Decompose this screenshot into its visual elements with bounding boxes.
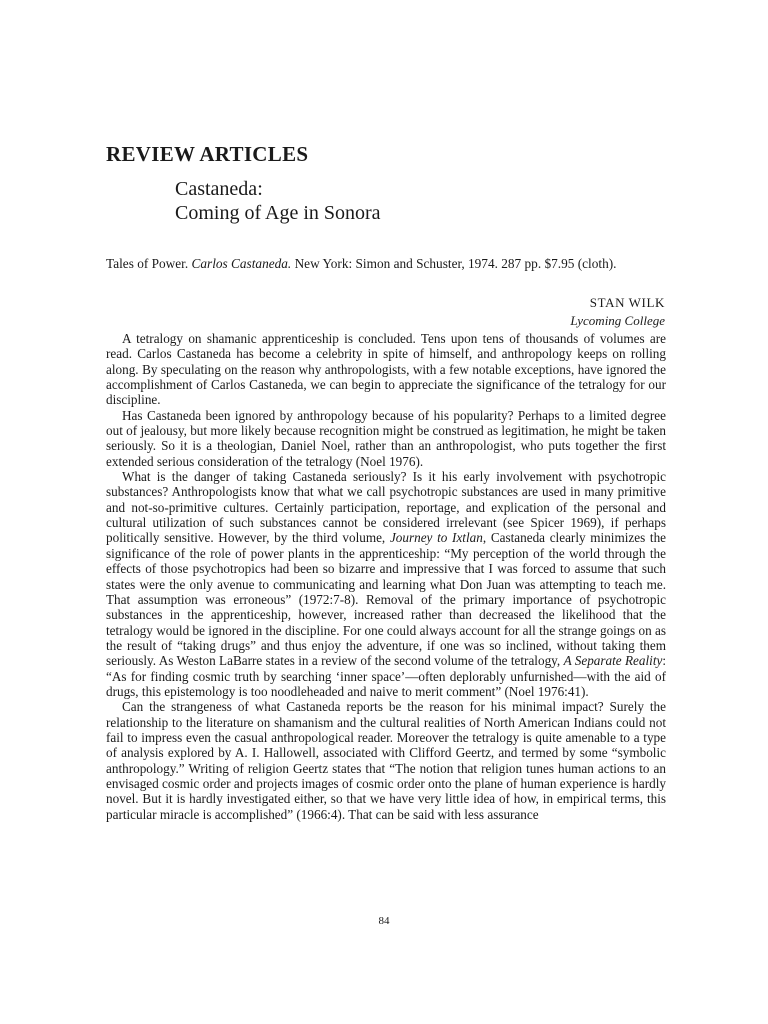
section-heading: REVIEW ARTICLES xyxy=(106,142,309,166)
paragraph-3 xyxy=(106,469,666,699)
paragraph-4: Can the strangeness of what Castaneda reports be the reason for his minimal impact? Surely the relationship to the literature on shamanism and the cultural realities of North American Indians could not fail to impress even the casual anthropological reader. Moreover the tetralogy is quite amenable to a type of analysis explored by A. I. Hallowell, associated with Clifford Geertz, and termed by some “symbolic anthropology.” Writing of religion Geertz states that “The notion that religion tunes human actions to an envisaged cosmic order and projects images of cosmic order onto the plane of human experience is hardly novel. But it is hardly investigated either, so that we have very little idea of how, in empirical terms, this particular miracle is accomplished” (1966:4). That can be said with less assurance xyxy=(106,699,666,822)
cited-title-separate-reality: A Separate Reality xyxy=(563,653,663,669)
book-title: Tales of Power. xyxy=(106,256,189,271)
book-author: Carlos Castaneda. xyxy=(191,256,292,271)
paragraph-3-part-c: : “As for finding cosmic truth by searching ‘inner space’—often deplorably unfurnished—with the aid of drugs, this epistemology is too noodleheaded and naive to merit comment” (Noel 1976:41). xyxy=(106,653,667,699)
article-body xyxy=(106,331,666,822)
title-line-2: Coming of Age in Sonora xyxy=(175,202,381,224)
paragraph-3-part-b: , Castaneda clearly minimizes the significance of the role of power plants in the apprenticeship: “My perception of the world through the effects of those psychotropics had been so bizarre and impressive that I was forced to assume that such states were the only avenue to communicating and learning what Don Juan was attempting to teach me. That assumption was erroneous” (1972:7-8). Removal of the primary importance of psychotropic substances in the apprenticeship, however, increased rather than decreased the likelihood that the tetralogy would be ignored in the discipline. For one could always account for all the strange goings on as the result of “taking drugs” and thus enjoy the adventure, if one was so inclined, without taking them seriously. As Weston LaBarre states in a review of the second volume of the tetralogy, xyxy=(106,530,667,669)
reviewer-block xyxy=(570,294,665,330)
title-line-1: Castaneda: xyxy=(175,178,263,200)
publication-details: New York: Simon and Schuster, 1974. 287 pp. $7.95 (cloth). xyxy=(294,256,617,271)
paragraph-1: A tetralogy on shamanic apprenticeship is concluded. Tens upon tens of thousands of volumes are read. Carlos Castaneda has become a celebrity in spite of himself, and anthropology keeps on rolling along. By speculating on the reason why anthropologists, with a few notable exceptions, have ignored the accomplishment of Carlos Castaneda, we can begin to appreciate the significance of the tetralogy for our discipline. xyxy=(106,331,666,408)
cited-title-journey: Journey to Ixtlan xyxy=(389,530,483,546)
article-title xyxy=(175,177,381,225)
paragraph-2: Has Castaneda been ignored by anthropology because of his popularity? Perhaps to a limited degree out of jealousy, but more likely because recognition might be construed as legitimation, he might be taken seriously. So it is a theologian, Daniel Noel, rather than an anthropologist, who puts together the first extended serious consideration of the tetralogy (Noel 1976). xyxy=(106,407,666,469)
reviewer-affiliation: Lycoming College xyxy=(570,313,665,328)
reviewer-name: STAN WILK xyxy=(589,295,665,310)
book-citation xyxy=(106,256,666,272)
page-number: 84 xyxy=(378,915,390,927)
paragraph-3-part-a: What is the danger of taking Castaneda seriously? Is it his early involvement with psychotropic substances? Anthropologists know that what we call psychotropic substances are used in many primitive and not-so-primitive cultures. Certainly participation, reportage, and explication of the personal and cultural utilization of such substances cannot be considered irrelevant (see Spicer 1969), if perhaps politically sensitive. However, by the third volume, xyxy=(106,469,666,546)
